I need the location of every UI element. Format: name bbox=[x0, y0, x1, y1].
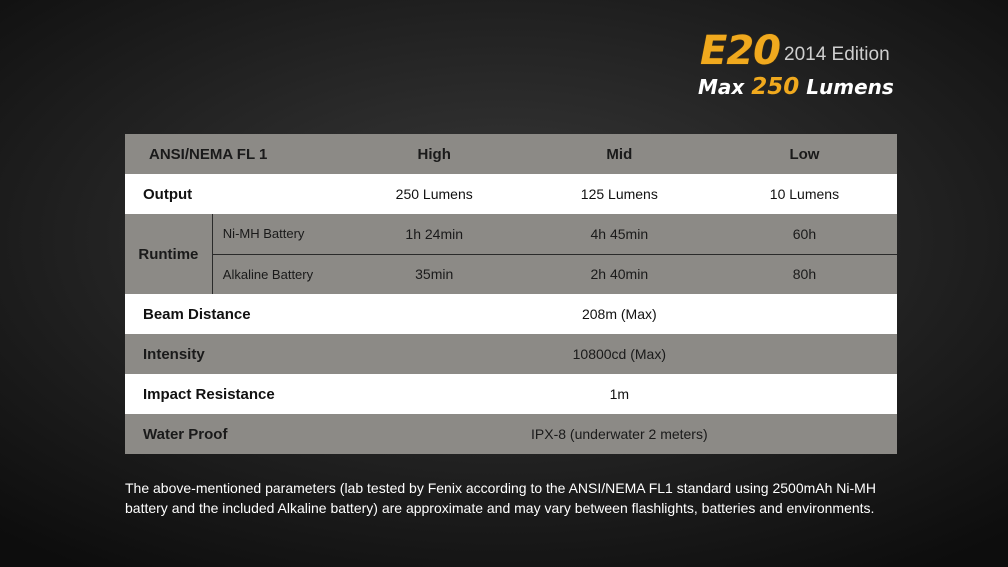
intensity-label: Intensity bbox=[125, 334, 342, 374]
spec-table bbox=[125, 134, 897, 454]
runtime-row-alkaline bbox=[125, 254, 897, 294]
edition-label: 2014 Edition bbox=[784, 44, 890, 65]
disclaimer-note: The above-mentioned parameters (lab tested by Fenix according to the ANSI/NEMA FL1 standard using 2500mAh Ni-MH battery and the included Alkaline battery) are approximate and may vary between flashlights, batteries and environments. bbox=[125, 480, 876, 516]
beam-row bbox=[125, 294, 897, 334]
header-standard: ANSI/NEMA FL 1 bbox=[125, 134, 342, 174]
header-high: High bbox=[342, 134, 527, 174]
output-label: Output bbox=[125, 174, 342, 214]
lumens-prefix: Max bbox=[698, 75, 745, 99]
header-mid: Mid bbox=[527, 134, 712, 174]
intensity-row bbox=[125, 334, 897, 374]
output-low: 10 Lumens bbox=[712, 174, 897, 214]
runtime-alkaline-high: 35min bbox=[342, 254, 527, 294]
output-high: 250 Lumens bbox=[342, 174, 527, 214]
runtime-row-nimh bbox=[125, 214, 897, 254]
intensity-value: 10800cd (Max) bbox=[342, 334, 897, 374]
runtime-nimh-low: 60h bbox=[712, 214, 897, 254]
runtime-label: Runtime bbox=[125, 214, 212, 294]
beam-label: Beam Distance bbox=[125, 294, 342, 334]
max-lumens-label bbox=[698, 74, 894, 100]
model-name: E20 bbox=[700, 28, 780, 74]
impact-row bbox=[125, 374, 897, 414]
lumens-value: 250 bbox=[751, 74, 800, 100]
lumens-suffix: Lumens bbox=[806, 75, 894, 99]
battery-nimh: Ni-MH Battery bbox=[212, 214, 341, 254]
water-label: Water Proof bbox=[125, 414, 342, 454]
water-value: IPX-8 (underwater 2 meters) bbox=[342, 414, 897, 454]
impact-label: Impact Resistance bbox=[125, 374, 342, 414]
impact-value: 1m bbox=[342, 374, 897, 414]
header-low: Low bbox=[712, 134, 897, 174]
water-row bbox=[125, 414, 897, 454]
output-mid: 125 Lumens bbox=[527, 174, 712, 214]
table-header-row bbox=[125, 134, 897, 174]
runtime-alkaline-mid: 2h 40min bbox=[527, 254, 712, 294]
beam-value: 208m (Max) bbox=[342, 294, 897, 334]
battery-alkaline: Alkaline Battery bbox=[212, 254, 341, 294]
output-row bbox=[125, 174, 897, 214]
product-header bbox=[690, 28, 950, 108]
runtime-nimh-mid: 4h 45min bbox=[527, 214, 712, 254]
runtime-nimh-high: 1h 24min bbox=[342, 214, 527, 254]
runtime-alkaline-low: 80h bbox=[712, 254, 897, 294]
